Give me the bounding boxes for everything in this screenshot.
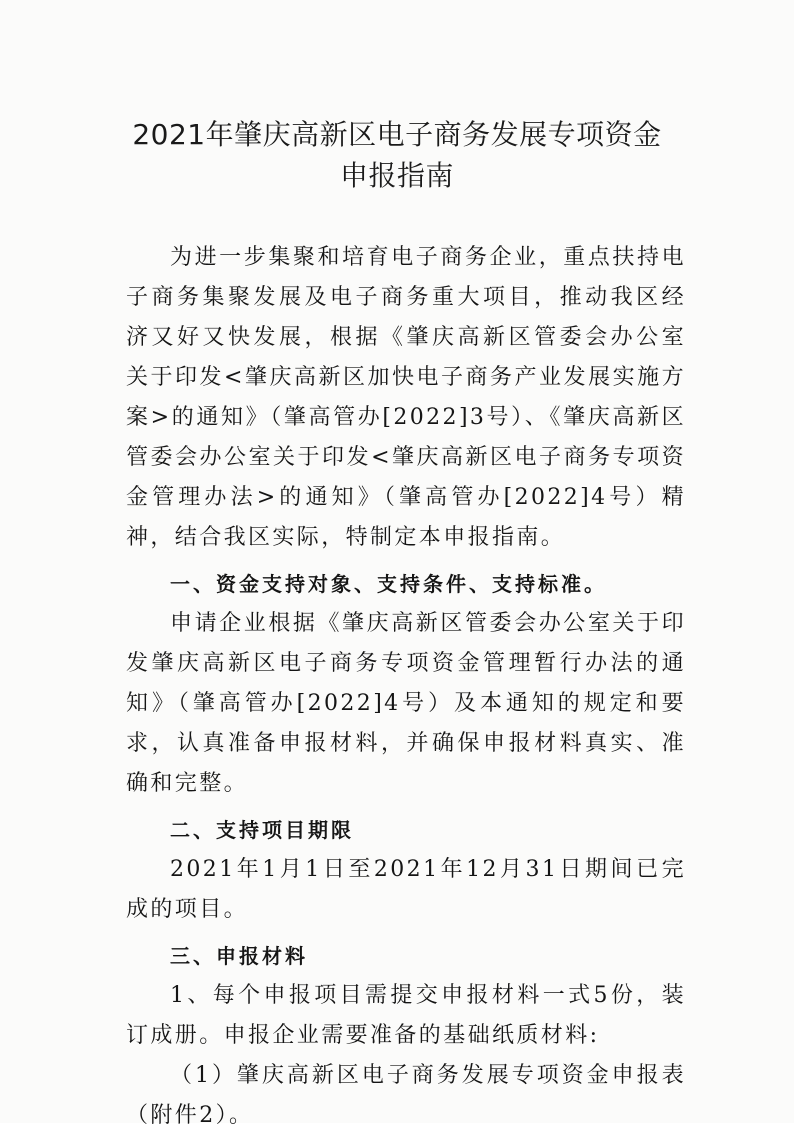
section-2-paragraph: 2021年1月1日至2021年12月31日期间已完成的项目。: [126, 857, 686, 922]
section-3-item-1-sub-1: （1）肇庆高新区电子商务发展专项资金申报表（附件2）。: [126, 1063, 686, 1128]
document-body: [126, 238, 686, 1136]
document-title-line2: 申报指南: [339, 159, 454, 192]
section-heading-1: 一、资金支持对象、支持条件、支持标准。: [170, 572, 607, 596]
section-3-item-1: 1、每个申报项目需提交申报材料一式5份，装订成册。申报企业需要准备的基础纸质材料:: [126, 983, 686, 1048]
intro-paragraph: 为进一步集聚和培育电子商务企业，重点扶持电子商务集聚发展及电子商务重大项目，推动我区经济又好又快发展，根据《肇庆高新区管委会办公室关于印发<肇庆高新区加快电子商务产业发展实施方案>的通知》（肇高管办[2022]3号）、《肇庆高新区管委会办公室关于印发<肇庆高新区电子商务专项资金管理办法>的通知》（肇高管办[2022]4号）精神，结合我区实际，特制定本申报指南。: [126, 245, 686, 550]
section-1-paragraph: 申请企业根据《肇庆高新区管委会办公室关于印发肇庆高新区电子商务专项资金管理暂行办法的通知》（肇高管办[2022]4号）及本通知的规定和要求，认真准备申报材料，并确保申报材料真实、准确和完整。: [126, 611, 686, 796]
section-heading-3: 三、申报材料: [170, 944, 308, 968]
document-title-line1: 2021年肇庆高新区电子商务发展专项资金: [132, 118, 662, 151]
section-heading-2: 二、支持项目期限: [170, 818, 354, 842]
